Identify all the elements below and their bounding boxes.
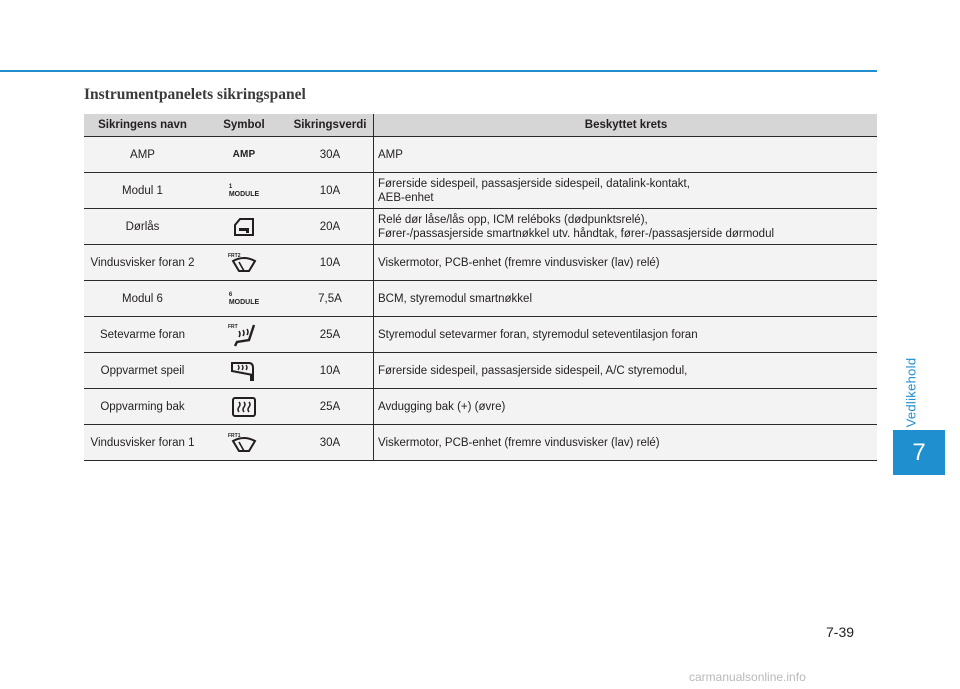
fuse-value: 30A	[319, 148, 341, 161]
table-row	[84, 137, 877, 173]
fuse-symbol	[201, 425, 287, 460]
circuit-line: Relé dør låse/lås opp, ICM reléboks (dødpunktsrelé),	[378, 213, 648, 226]
heated-mirror-icon	[229, 359, 259, 383]
circuit-line: Styremodul setevarmer foran, styremodul seteventilasjon foran	[378, 328, 698, 341]
fuse-value: 30A	[319, 436, 341, 449]
wiper-label: FRT1	[228, 432, 241, 439]
table-row	[84, 245, 877, 281]
fuse-name: Vindusvisker foran 2	[90, 256, 195, 269]
fuse-name: Dørlås	[125, 220, 160, 233]
table-row	[84, 281, 877, 317]
module-number: 6	[228, 291, 233, 298]
rear-defrost-icon	[231, 396, 257, 418]
circuit-line: Avdugging bak (+) (øvre)	[378, 400, 506, 413]
fuse-value: 25A	[319, 328, 341, 341]
fuse-circuit	[373, 209, 877, 244]
fuse-circuit	[373, 317, 877, 352]
chapter-side-label-text: Vedlikehold	[903, 357, 919, 427]
fuse-name: Oppvarming bak	[100, 400, 185, 413]
fuse-symbol	[201, 137, 287, 172]
fuse-name: AMP	[130, 148, 155, 161]
top-rule	[0, 70, 877, 72]
header-circuit: Beskyttet krets	[373, 114, 877, 136]
fuse-symbol	[201, 173, 287, 208]
fuse-value: 10A	[319, 364, 341, 377]
fuse-circuit	[373, 137, 877, 172]
fuse-name: Vindusvisker foran 1	[90, 436, 195, 449]
fuse-name: Modul 1	[122, 184, 163, 197]
fuse-circuit	[373, 389, 877, 424]
amp-label: AMP	[232, 148, 256, 160]
fuse-circuit	[373, 353, 877, 388]
fuse-circuit	[373, 173, 877, 208]
fuse-name: Oppvarmet speil	[100, 364, 185, 377]
circuit-line: Fører-/passasjerside smartnøkkel utv. håndtak, fører-/passasjerside dørmodul	[378, 227, 775, 240]
table-row	[84, 389, 877, 425]
section-title: Instrumentpanelets sikringspanel	[84, 86, 306, 103]
header-value: Sikringsverdi	[293, 119, 367, 131]
chapter-side-label	[896, 352, 926, 432]
table-row	[84, 425, 877, 461]
fuse-name: Modul 6	[122, 292, 163, 305]
seat-heater-icon	[227, 322, 261, 348]
header-name: Sikringens navn	[98, 119, 187, 131]
circuit-line: Førerside sidespeil, passasjerside sidespeil, A/C styremodul,	[378, 364, 688, 377]
fuse-circuit	[373, 425, 877, 460]
module-text: MODULE	[228, 298, 260, 306]
circuit-line: AMP	[378, 148, 403, 161]
fuse-value: 10A	[319, 184, 341, 197]
circuit-line: AEB-enhet	[378, 191, 434, 204]
module-label	[229, 184, 259, 198]
fuse-value: 7,5A	[318, 292, 342, 305]
fuse-symbol	[201, 281, 287, 316]
watermark: carmanualsonline.info	[689, 670, 806, 684]
fuse-symbol	[201, 389, 287, 424]
page-number: 7-39	[826, 624, 855, 640]
wiper-label: FRT2	[228, 252, 241, 259]
fuse-symbol	[201, 245, 287, 280]
circuit-line: Førerside sidespeil, passasjerside sidespeil, datalink-kontakt,	[378, 177, 690, 190]
fuse-symbol	[201, 209, 287, 244]
circuit-line: Viskermotor, PCB-enhet (fremre vindusvisker (lav) relé)	[378, 436, 660, 449]
seat-heater-label: FRT	[228, 323, 238, 330]
fuse-circuit	[373, 281, 877, 316]
table-header	[84, 114, 877, 137]
fuse-circuit	[373, 245, 877, 280]
fuse-value: 25A	[319, 400, 341, 413]
module-label	[229, 292, 259, 306]
fuse-symbol	[201, 317, 287, 352]
fuse-value: 20A	[319, 220, 341, 233]
header-symbol: Symbol	[223, 119, 265, 131]
table-row	[84, 173, 877, 209]
front-wiper-icon	[227, 251, 261, 275]
circuit-line: Viskermotor, PCB-enhet (fremre vindusvisker (lav) relé)	[378, 256, 660, 269]
front-wiper-icon	[227, 431, 261, 455]
door-lock-icon	[233, 218, 255, 236]
fuse-table	[84, 114, 877, 461]
circuit-line: BCM, styremodul smartnøkkel	[378, 292, 533, 305]
fuse-value: 10A	[319, 256, 341, 269]
module-text: MODULE	[228, 190, 260, 198]
table-row	[84, 353, 877, 389]
table-row	[84, 209, 877, 245]
chapter-number-tab: 7	[893, 430, 945, 475]
module-number: 1	[228, 183, 233, 190]
table-row	[84, 317, 877, 353]
fuse-symbol	[201, 353, 287, 388]
fuse-name: Setevarme foran	[99, 328, 185, 341]
